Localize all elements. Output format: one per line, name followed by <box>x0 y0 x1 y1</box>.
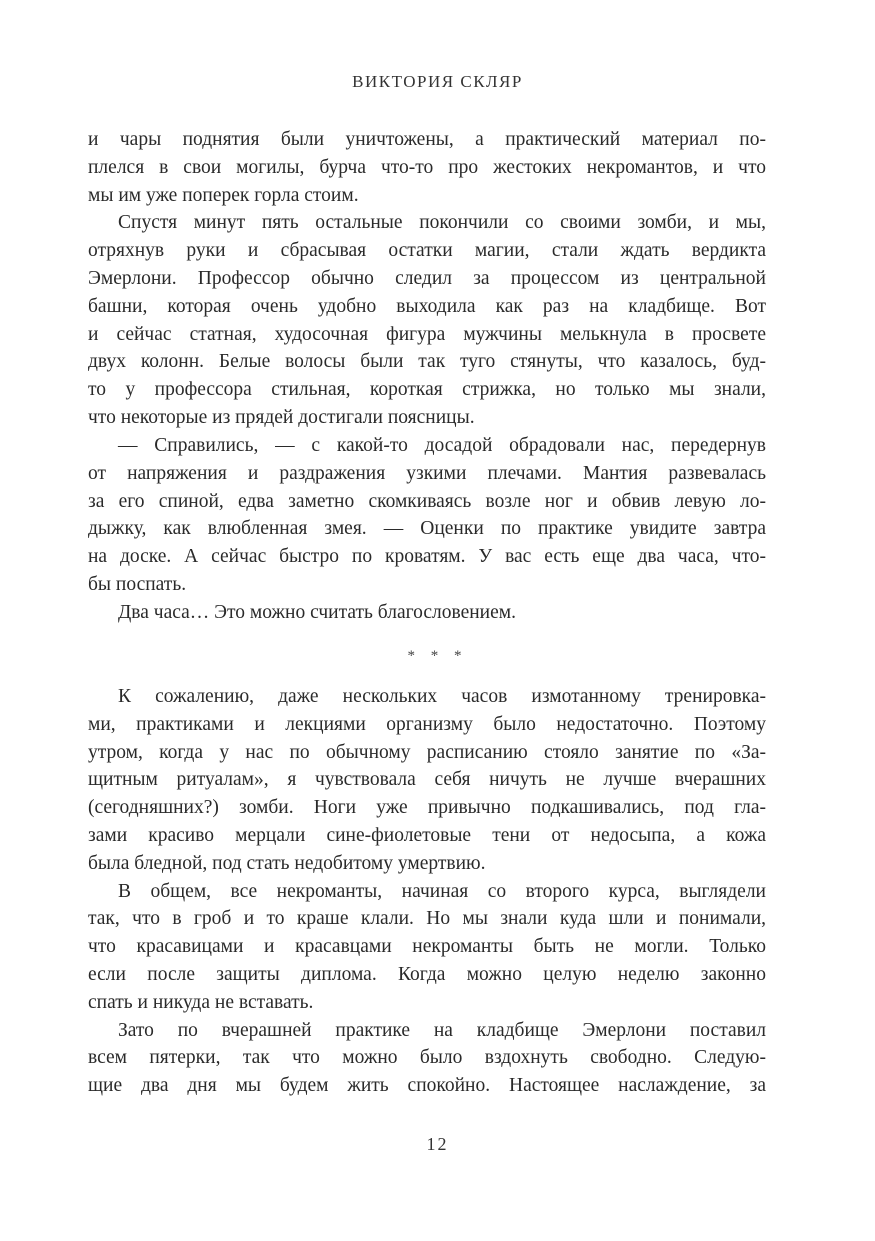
text-line: Два часа… Это можно считать благословением. <box>118 601 516 623</box>
text-line: В общем, все некроманты, начиная со второго курса, выглядели <box>118 880 766 902</box>
text-line: ми, практиками и лекциями организму было недостаточно. Поэтому <box>88 713 766 735</box>
text-line: бы поспать. <box>88 573 187 595</box>
text-line: (сегодняшних?) зомби. Ноги уже привычно подкашивались, под гла- <box>88 797 766 819</box>
section-separator: * * * <box>407 648 468 664</box>
paragraph <box>88 599 766 627</box>
text-line: так, что в гроб и то краше клали. Но мы знали куда шли и понимали, <box>88 908 766 930</box>
text-line: К сожалению, даже нескольких часов измотанному тренировка- <box>118 686 766 707</box>
text-line: Спустя минут пять остальные покончили со своими зомби, и мы, <box>118 212 766 234</box>
running-header: ВИКТОРИЯ СКЛЯР <box>352 72 523 91</box>
paragraph <box>88 1017 766 1100</box>
text-line: щитным ритуалам», я чувствовала себя ничуть не лучше вчерашних <box>88 769 766 791</box>
text-block <box>88 126 766 432</box>
text-line: щие два дня мы будем жить спокойно. Настоящее наслаждение, за <box>88 1075 766 1097</box>
text-line: плелся в свои могилы, бурча что-то про жестоких некромантов, и что <box>88 156 766 178</box>
text-line: и чары поднятия были уничтожены, а практический материал по- <box>88 129 766 150</box>
text-line: отряхнув руки и сбрасывая остатки магии, стали ждать вердикта <box>88 240 766 262</box>
text-line: если после защиты диплома. Когда можно целую неделю законно <box>88 963 766 985</box>
paragraph <box>88 683 766 878</box>
text-line: дыжку, как влюбленная змея. — Оценки по практике увидите завтра <box>88 518 766 540</box>
text-block <box>88 683 766 1100</box>
text-line: двух колонн. Белые волосы были так туго стянуты, что казалось, буд- <box>88 351 766 373</box>
text-line: зами красиво мерцали сине-фиолетовые тени от недосыпа, а кожа <box>88 824 766 846</box>
paragraph <box>88 878 766 1017</box>
text-line: Зато по вчерашней практике на кладбище Эмерлони поставил <box>118 1019 766 1041</box>
text-line: утром, когда у нас по обычному расписанию стояло занятие по «За- <box>88 741 766 763</box>
text-line: мы им уже поперек горла стоим. <box>88 184 359 206</box>
text-line: спать и никуда не вставать. <box>88 991 314 1013</box>
text-line: то у профессора стильная, короткая стрижка, но только мы знали, <box>88 379 766 401</box>
text-line: и сейчас статная, худосочная фигура мужчины мелькнула в просвете <box>88 323 766 345</box>
text-line: — Справились, — с какой-то досадой обрадовали нас, передернув <box>118 435 766 456</box>
text-line: башни, которая очень удобно выходила как раз на кладбище. Вот <box>88 295 766 317</box>
paragraph <box>88 126 766 209</box>
text-block <box>88 432 766 627</box>
text-line: всем пятерки, так что можно было вздохнуть свободно. Следую- <box>88 1047 766 1069</box>
text-line: от напряжения и раздражения узкими плечами. Мантия развевалась <box>88 462 766 484</box>
text-line: была бледной, под стать недобитому умертвию. <box>88 852 486 874</box>
text-line: за его спиной, едва заметно скомкиваясь возле ног и обвив левую ло- <box>88 490 766 512</box>
text-line: что красавицами и красавцами некроманты быть не могли. Только <box>88 936 766 958</box>
paragraph <box>88 432 766 599</box>
paragraph <box>88 209 766 431</box>
text-line: на доске. А сейчас быстро по кроватям. У вас есть еще два часа, что- <box>88 546 766 568</box>
page-number: 12 <box>426 1134 449 1154</box>
text-line: Эмерлони. Профессор обычно следил за процессом из центральной <box>88 267 766 289</box>
text-line: что некоторые из прядей достигали поясницы. <box>88 406 475 428</box>
